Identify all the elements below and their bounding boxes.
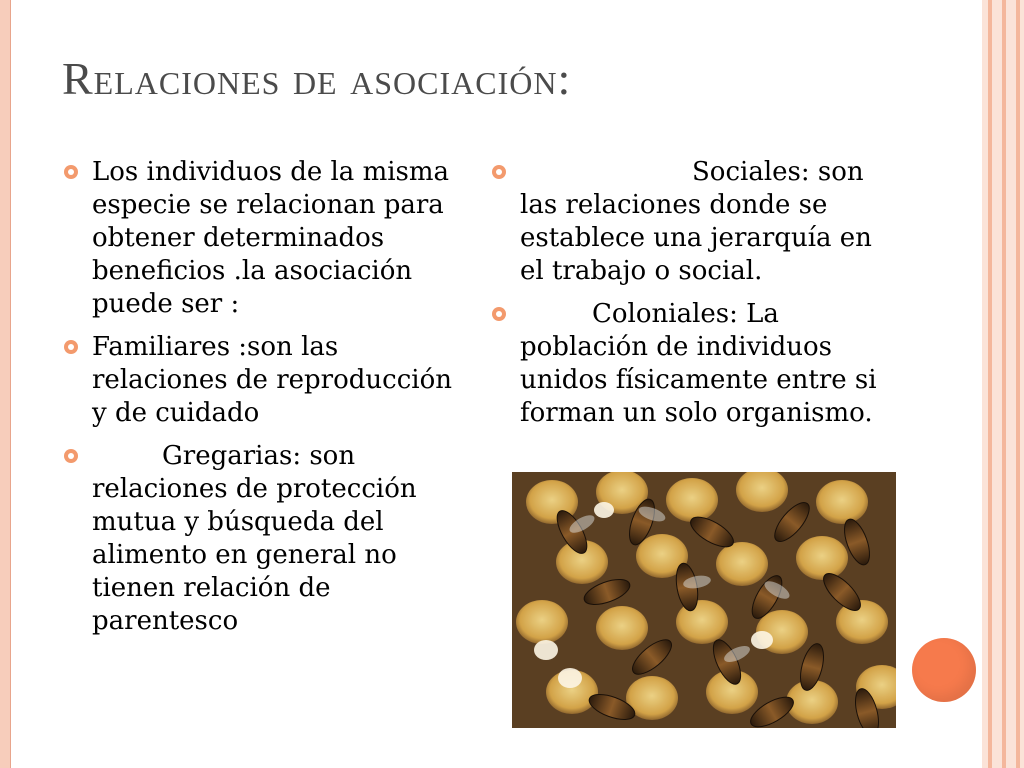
left-frame-border xyxy=(0,0,10,768)
right-frame-stripe xyxy=(1002,0,1006,768)
list-item xyxy=(490,156,890,288)
bullet-circle-icon xyxy=(492,165,506,179)
right-frame-stripe xyxy=(988,0,992,768)
bullet-text: Sociales: son las relaciones donde se establece una jerarquía en el trabajo o social. xyxy=(520,157,872,286)
slide-title: Relaciones de asociación: xyxy=(62,53,572,104)
right-frame-stripe xyxy=(1016,0,1020,768)
bullet-circle-icon xyxy=(64,165,78,179)
bees-photo xyxy=(512,472,896,728)
bullet-circle-icon xyxy=(64,449,78,463)
list-item xyxy=(62,331,462,430)
list-item xyxy=(62,156,462,321)
left-column xyxy=(62,156,462,648)
list-item xyxy=(490,298,890,430)
bullet-text: Familiares :son las relaciones de reproducción y de cuidado xyxy=(92,332,452,428)
right-frame-border xyxy=(982,0,1024,768)
right-column xyxy=(490,156,890,440)
bullet-circle-icon xyxy=(64,340,78,354)
bullet-text: Gregarias: son relaciones de protección mutua y búsqueda del alimento en general no tienen relación de parentesco xyxy=(92,441,417,636)
left-frame-line xyxy=(10,0,11,768)
decorative-orb xyxy=(912,638,976,702)
bullet-circle-icon xyxy=(492,307,506,321)
bullet-text: Coloniales: La población de individuos unidos físicamente entre si forman un solo organismo. xyxy=(520,299,877,428)
list-item xyxy=(62,440,462,638)
bullet-text: Los individuos de la misma especie se relacionan para obtener determinados beneficios .la asociación puede ser : xyxy=(92,157,450,319)
bees-on-honeycomb-image xyxy=(512,472,896,728)
right-bullet-list xyxy=(490,156,890,430)
left-bullet-list xyxy=(62,156,462,638)
